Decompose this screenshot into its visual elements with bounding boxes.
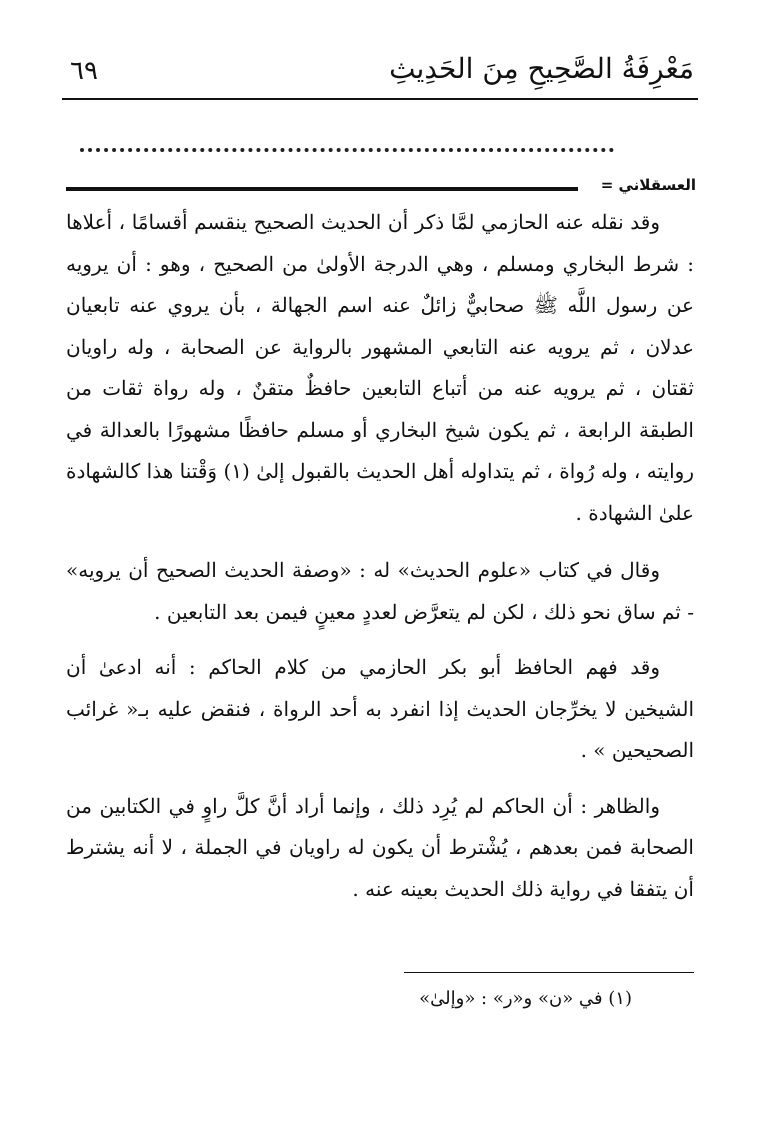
book-title: مَعْرِفَةُ الصَّحِيحِ مِنَ الحَدِيثِ: [389, 52, 694, 85]
author-label: العسقلاني =: [600, 176, 696, 194]
page-header: [62, 52, 694, 96]
footnote-rule: [404, 972, 694, 973]
author-row: [66, 178, 696, 202]
body-text: [66, 202, 694, 924]
footnote: (١) في «ن» و«ر» : «وإلىٰ»: [419, 988, 632, 1009]
paragraph-3: وقد فهم الحافظ أبو بكر الحازمي من كلام الحاكم : أنه ادعىٰ أن الشيخين لا يخرِّجان الحديث إذا انفرد به أحد الرواة ، فنقض عليه بـ« غرائب الصحيحين » .: [66, 655, 694, 762]
paragraph-2: وقال في كتاب «علوم الحديث» له : «وصفة الحديث الصحيح أن يرويه» - ثم ساق نحو ذلك ، لكن لم يتعرَّض لعددٍ معينٍ فيمن بعد التابعين .: [66, 558, 694, 624]
paragraph-4: والظاهر : أن الحاكم لم يُرِد ذلك ، وإنما أراد أنَّ كلَّ راوٍ في الكتابين من الصحابة فمن بعدهم ، يُشْترط أن يكون له راويان في الجملة ، لا أنه يشترط أن يتفقا في رواية ذلك الحديث بعينه عنه .: [66, 793, 694, 901]
header-rule: [62, 98, 698, 100]
paragraph-1: وقد نقله عنه الحازمي لمَّا ذكر أن الحديث الصحيح ينقسم أقسامًا ، أعلاها : شرط البخاري ومسلم ، وهي الدرجة الأولىٰ من الصحيح ، وهو : أن يرويه عن رسول اللَّه ﷺ صحابيٌّ زائلٌ عنه اسم الجهالة ، بأن يروي عنه تابعيان عدلان ، ثم يرويه عنه التابعي المشهور بالرواية عن الصحابة ، وله راويان ثقتان ، ثم يرويه عنه من أتباع التابعين حافظٌ متقنٌ ، وله رواة ثقات من الطبقة الرابعة ، ثم يكون شيخ البخاري أو مسلم حافظًا مشهورًا بالعدالة في روايته ، وله رُواة ، ثم يتداوله أهل الحديث بالقبول إلىٰ (١) وَقْتنا هذا كالشهادة علىٰ الشهادة .: [66, 210, 695, 525]
page-number: ٦٩: [70, 56, 98, 86]
dotted-separator: [80, 148, 614, 152]
author-rule: [66, 187, 578, 191]
